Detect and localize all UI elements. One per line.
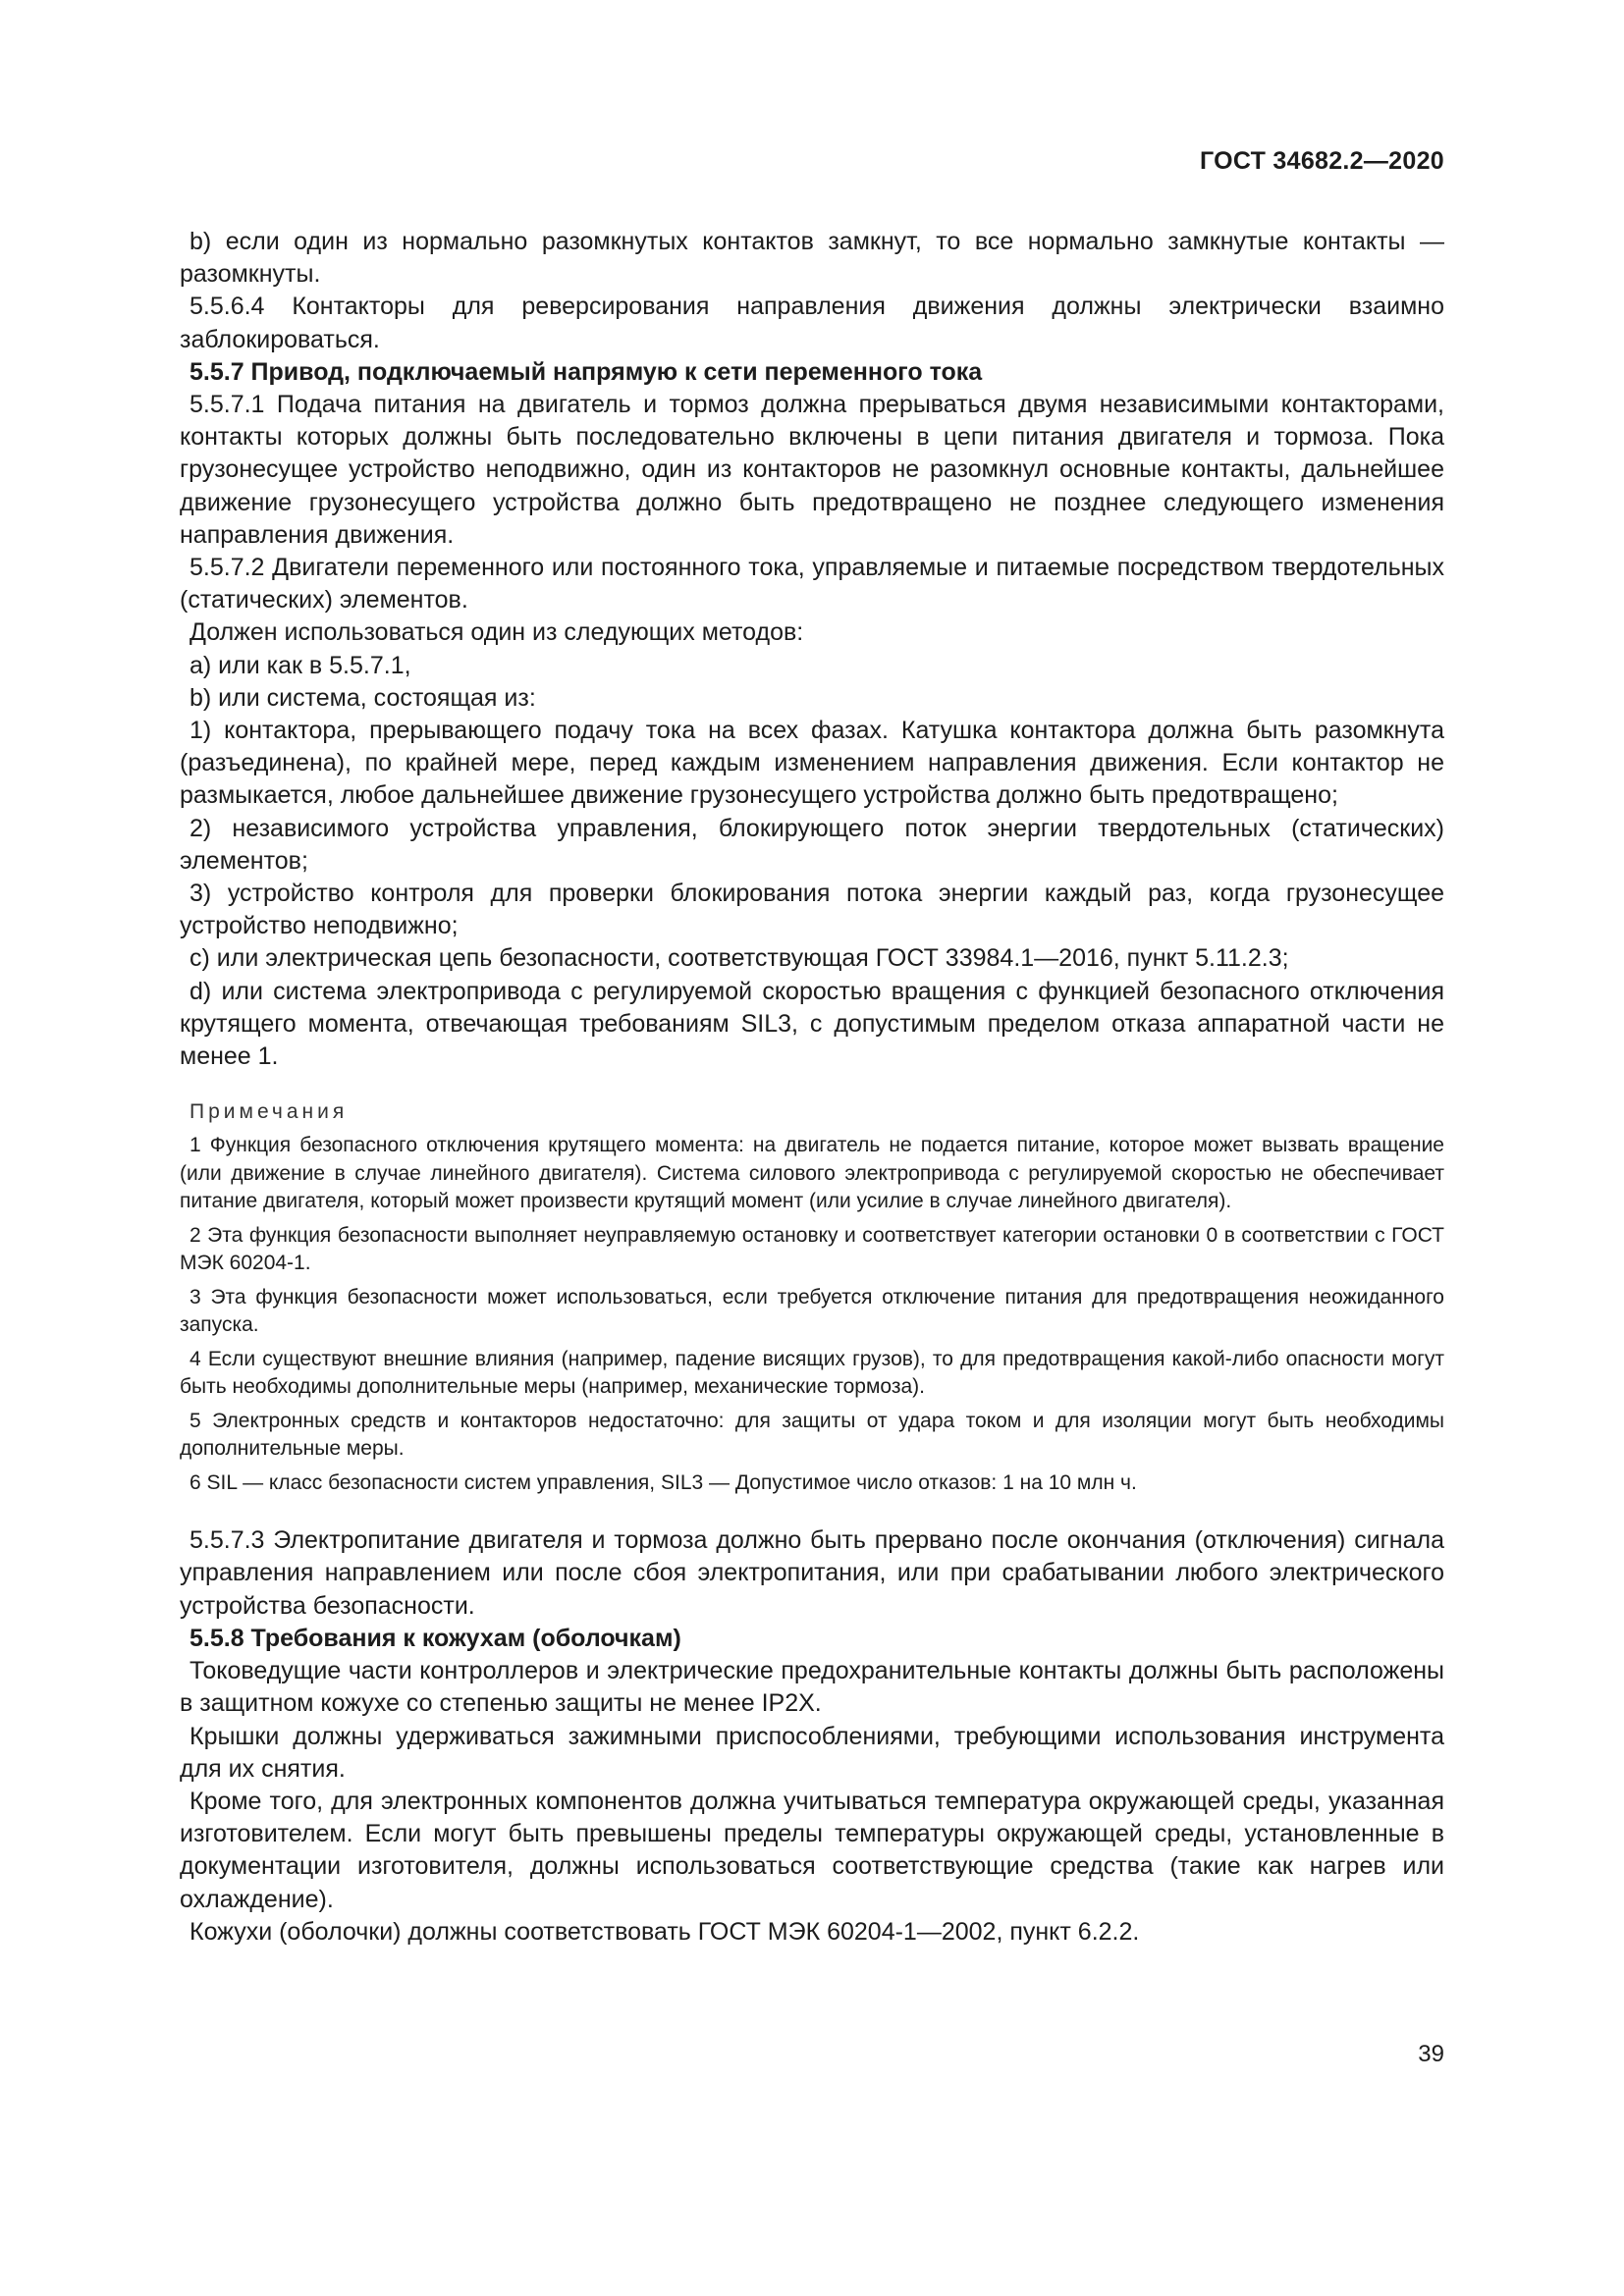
paragraph-b: b) если один из нормально разомкнутых контактов замкнут, то все нормально замкнутые контакты — разомкнуты.: [180, 228, 1444, 289]
note-item: 3 Эта функция безопасности может использоваться, если требуется отключение питания для предотвращения неожиданного запуска.: [180, 1285, 1444, 1337]
list-item-b-1: 1) контактора, прерывающего подачу тока на всех фазах. Катушка контактора должна быть разомкнута (разъединена), по крайней мере, перед каждым изменением направления движения. Если контактор не размыкается, любое дальнейшее движение грузонесущего устройства должно быть предотвращено;: [180, 717, 1444, 810]
note-item: 6 SIL — класс безопасности систем управления, SIL3 — Допустимое число отказов: 1 на 10 млн ч.: [189, 1470, 1137, 1494]
note-item: 2 Эта функция безопасности выполняет неуправляемую остановку и соответствует категории остановки 0 в соответствии с ГОСТ МЭК 60204-1.: [180, 1223, 1444, 1275]
page-body: [180, 226, 1444, 1949]
paragraph-methods: Должен использоваться один из следующих методов:: [189, 618, 804, 647]
paragraph-enclosure-covers: Крышки должны удерживаться зажимными приспособлениями, требующими использования инструмента для их снятия.: [180, 1722, 1444, 1783]
section-heading-5-5-8: 5.5.8 Требования к кожухам (оболочкам): [189, 1624, 681, 1652]
list-item-b-3: 3) устройство контроля для проверки блокирования потока энергии каждый раз, когда грузонесущее устройство неподвижно;: [180, 880, 1444, 940]
paragraph-5-5-7-2: 5.5.7.2 Двигатели переменного или постоянного тока, управляемые и питаемые посредством твердотельных (статических) элементов.: [180, 554, 1444, 614]
paragraph-enclosure-standard: Кожухи (оболочки) должны соответствовать ГОСТ МЭК 60204-1—2002, пункт 6.2.2.: [189, 1917, 1140, 1946]
spacer: [180, 1503, 1444, 1524]
notes-title: Примечания: [189, 1100, 349, 1124]
note-item: 4 Если существуют внешние влияния (например, падение висящих грузов), то для предотвращения какой-либо опасности могут быть необходимы дополнительные меры (например, механические тормоза).: [180, 1347, 1444, 1399]
standard-designation: ГОСТ 34682.2—2020: [1199, 147, 1444, 175]
paragraph-5-5-6-4: 5.5.6.4 Контакторы для реверсирования направления движения должны электрически взаимно заблокироваться.: [180, 293, 1444, 353]
list-item-b: b) или система, состоящая из:: [189, 683, 536, 712]
list-item-b-2: 2) независимого устройства управления, блокирующего поток энергии твердотельных (статических) элементов;: [180, 814, 1444, 875]
paragraph-5-5-7-3: 5.5.7.3 Электропитание двигателя и тормоза должно быть прервано после окончания (отключения) сигнала управления направлением или после сбоя электропитания, или при срабатывании любого электрического устройства безопасности.: [180, 1526, 1444, 1620]
list-item-c: c) или электрическая цепь безопасности, соответствующая ГОСТ 33984.1—2016, пункт 5.11.2.3;: [189, 944, 1289, 973]
paragraph-enclosure-live-parts: Токоведущие части контроллеров и электрические предохранительные контакты должны быть расположены в защитном кожухе со степенью защиты не менее IP2X.: [180, 1657, 1444, 1718]
paragraph-5-5-7-1: 5.5.7.1 Подача питания на двигатель и тормоз должна прерываться двумя независимыми контакторами, контакты которых должны быть последовательно включены в цепи питания двигателя и тормоза. Пока грузонесущее устройство неподвижно, один из контакторов не разомкнул основные контакты, дальнейшее движение грузонесущего устройства должно быть предотвращено не позднее следующего изменения направления движения.: [180, 391, 1444, 549]
paragraph-enclosure-temperature: Кроме того, для электронных компонентов должна учитываться температура окружающей среды, указанная изготовителем. Если могут быть превышены пределы температуры окружающей среды, установленные в документации изготовителя, должны использоваться соответствующие средства (такие как нагрев или охлаждение).: [180, 1787, 1444, 1913]
list-item-d: d) или система электропривода с регулируемой скоростью вращения с функцией безопасного отключения крутящего момента, отвечающая требованиям SIL3, с допустимым пределом отказа аппаратной части не менее 1.: [180, 977, 1444, 1071]
section-heading-5-5-7: 5.5.7 Привод, подключаемый напрямую к сети переменного тока: [189, 357, 983, 386]
note-item: 5 Электронных средств и контакторов недостаточно: для защиты от удара током и для изоляции могут быть необходимы дополнительные меры.: [180, 1409, 1444, 1461]
page-number: 39: [1418, 2041, 1444, 2067]
note-item: 1 Функция безопасного отключения крутящего момента: на двигатель не подается питание, которое может вызвать вращение (или движение в случае линейного двигателя). Система силового электропривода с регулируемой скоростью не обеспечивает питание двигателя, который может произвести крутящий момент (или усилие в случае линейного двигателя).: [180, 1134, 1444, 1213]
list-item-a: a) или как в 5.5.7.1,: [189, 651, 411, 679]
